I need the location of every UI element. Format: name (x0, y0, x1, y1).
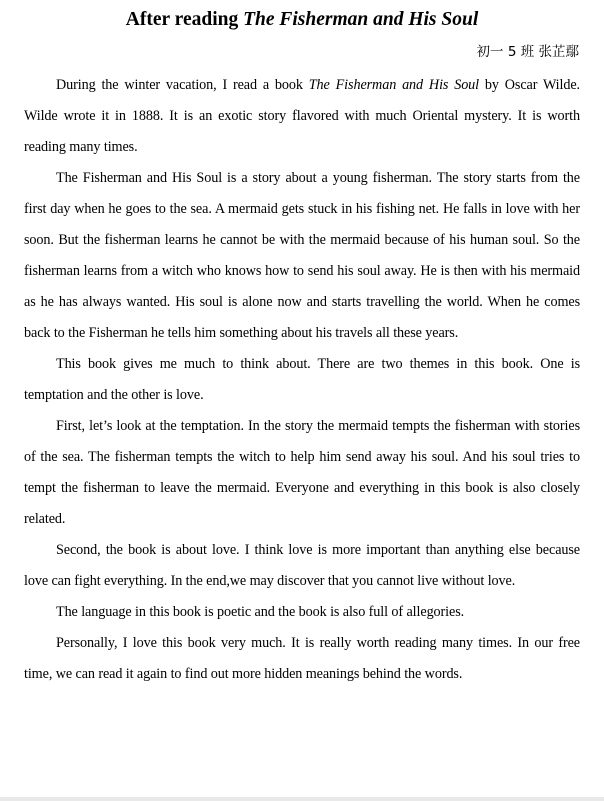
title-book-name: The Fisherman and His Soul (243, 9, 479, 30)
paragraph-1-text-before: During the winter vacation, I read a book (56, 77, 309, 93)
paragraph-3: This book gives me much to think about. There are two themes in this book. One is temptation and the other is love. (24, 356, 580, 403)
paragraph-2: The Fisherman and His Soul is a story about a young fisherman. The story starts from the first day when he goes to the sea. A mermaid gets stuck in his fishing net. He falls in love with her soon. But the fisherman learns he cannot be with the mermaid because of his human soul. So the fisherman learns from a witch who knows how to send his soul away. He is then with his mermaid as he has always wanted. His soul is alone now and starts travelling the world. When he comes back to the Fisherman he tells him something about his travels all these years. (24, 170, 580, 341)
page-bottom-edge (0, 797, 604, 801)
paragraph-5: Second, the book is about love. I think love is more important than anything else because love can fight everything. In the end,we may discover that you cannot live without love. (24, 542, 580, 589)
paragraph-1 (24, 70, 580, 163)
paragraph-7: Personally, I love this book very much. It is really worth reading many times. In our free time, we can read it again to find out more hidden meanings behind the words. (24, 635, 580, 682)
essay-body (24, 70, 580, 690)
paragraph-4: First, let’s look at the temptation. In the story the mermaid tempts the fisherman with stories of the sea. The fisherman tempts the witch to help him send away his soul. And his soul tries to tempt the fisherman to leave the mermaid. Everyone and everything in this book is also closely related. (24, 418, 580, 527)
page-title (24, 8, 580, 32)
title-prefix: After reading (125, 9, 244, 30)
paragraph-1-book-name: The Fisherman and His Soul (308, 77, 480, 93)
author-byline: 初一 5 班 张芷鄢 (476, 44, 579, 60)
paragraph-1-text-after: by Oscar Wilde. Wilde wrote it in 1888. It is an exotic story flavored with much Oriental mystery. It is worth reading many times. (24, 77, 581, 155)
paragraph-6: The language in this book is poetic and the book is also full of allegories. (56, 604, 465, 620)
